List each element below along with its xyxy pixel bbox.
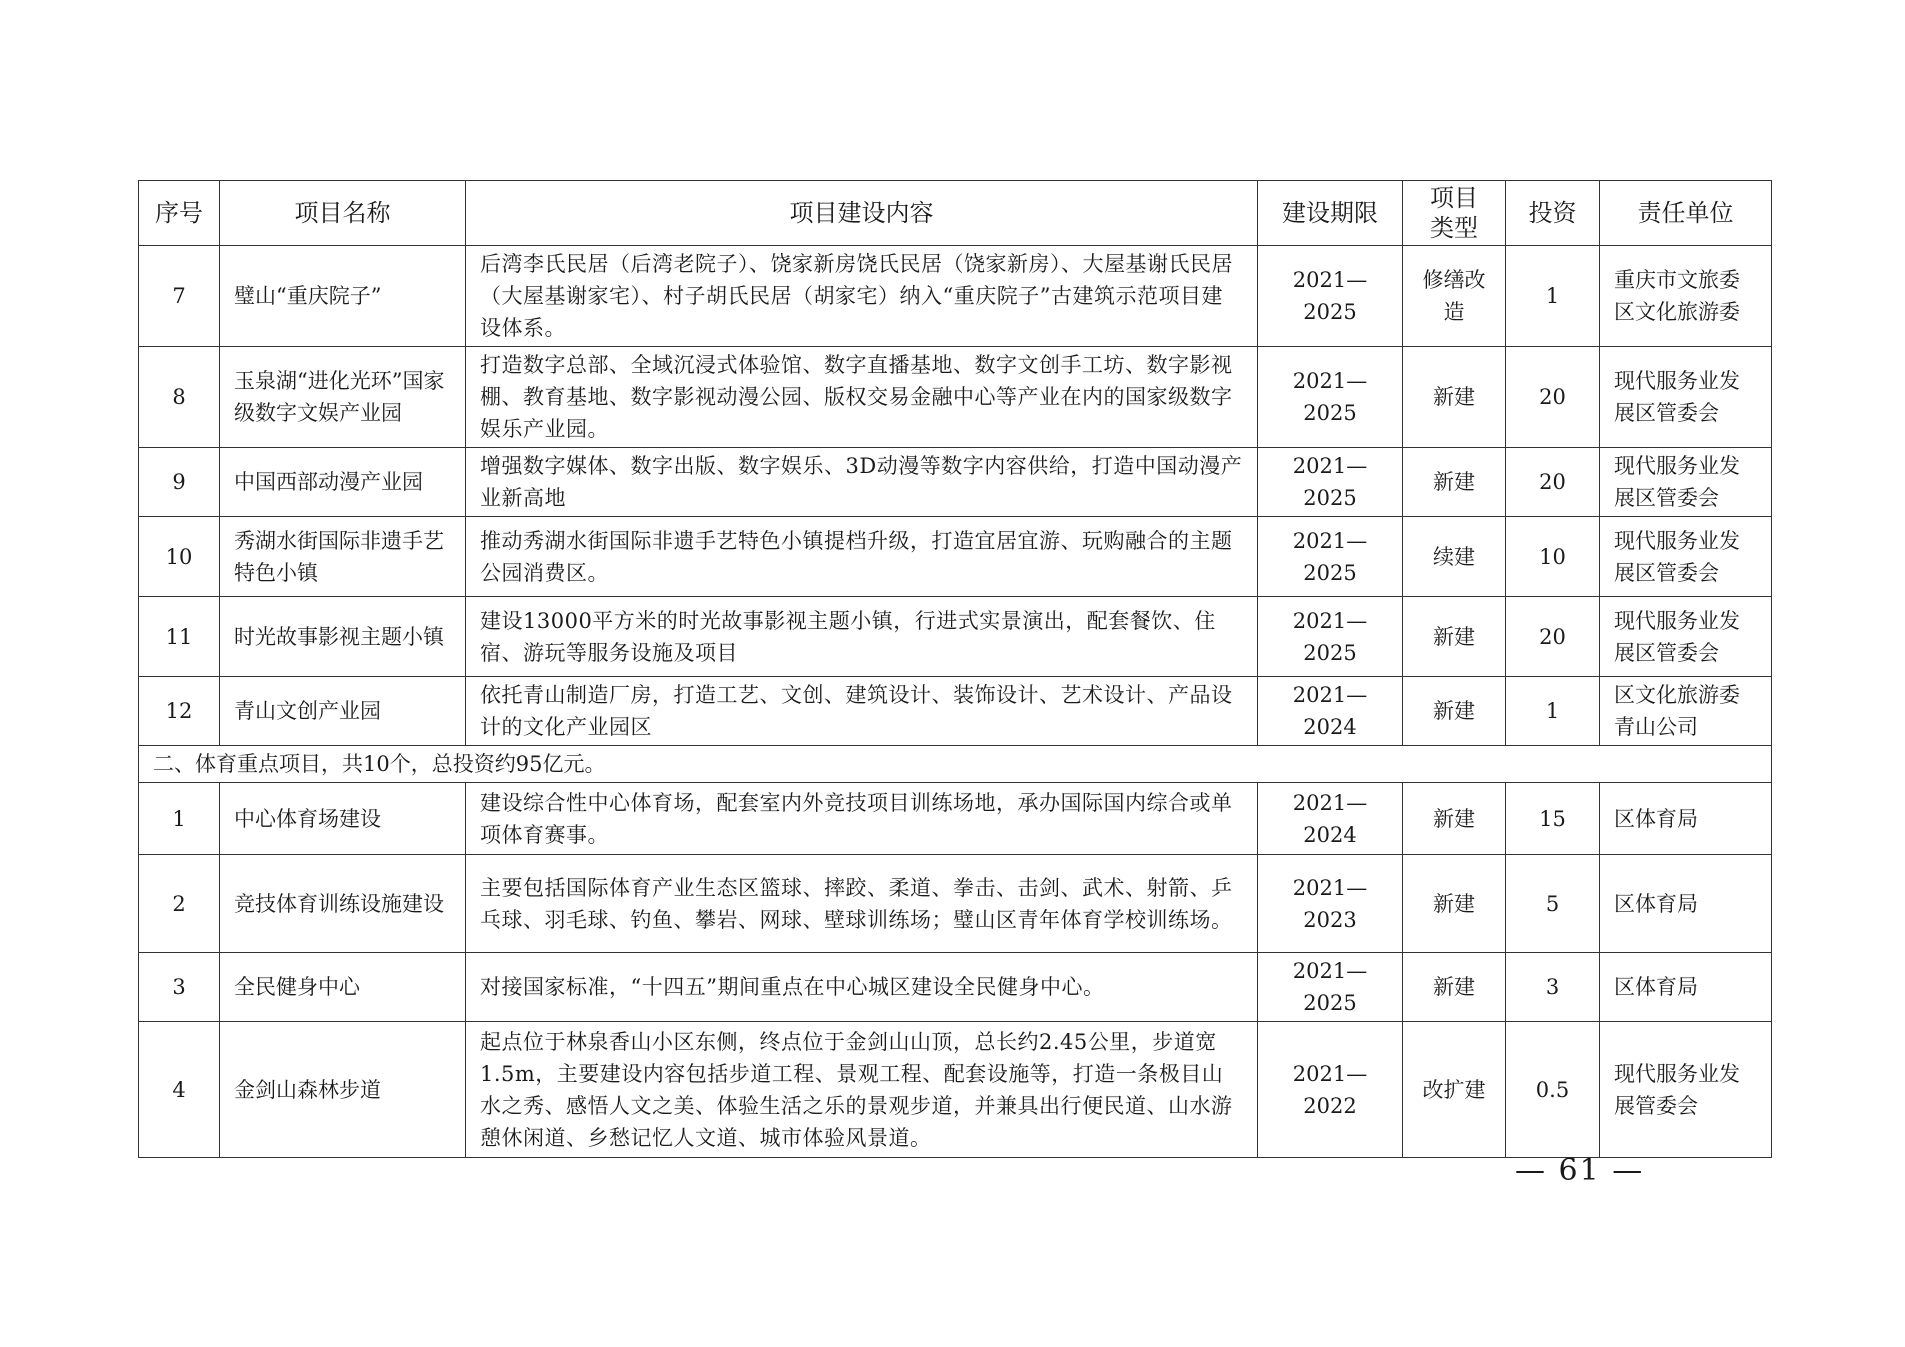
cell-unit: 现代服务业发展区管委会 <box>1600 448 1772 517</box>
cell-period: 2021—2025 <box>1258 246 1403 347</box>
cell-content: 打造数字总部、全域沉浸式体验馆、数字直播基地、数字文创手工坊、数字影视棚、教育基地、数字影视动漫公园、版权交易金融中心等产业在内的国家级数字娱乐产业园。 <box>466 347 1258 448</box>
header-name: 项目名称 <box>220 181 466 246</box>
cell-name: 全民健身中心 <box>220 953 466 1022</box>
section-row <box>139 746 1772 783</box>
table-row <box>139 597 1772 677</box>
cell-investment: 1 <box>1506 246 1600 347</box>
header-period: 建设期限 <box>1258 181 1403 246</box>
cell-period: 2021—2024 <box>1258 783 1403 855</box>
cell-content: 对接国家标准，“十四五”期间重点在中心城区建设全民健身中心。 <box>466 953 1258 1022</box>
table-row <box>139 347 1772 448</box>
cell-investment: 20 <box>1506 448 1600 517</box>
cell-content: 起点位于林泉香山小区东侧，终点位于金剑山山顶，总长约2.45公里，步道宽1.5m，主要建设内容包括步道工程、景观工程、配套设施等，打造一条极目山水之秀、感悟人文之美、体验生活之乐的景观步道，并兼具出行便民道、山水游憩休闲道、乡愁记忆人文道、城市体验风景道。 <box>466 1022 1258 1158</box>
table-row <box>139 855 1772 953</box>
cell-no: 8 <box>139 347 220 448</box>
cell-period: 2021—2025 <box>1258 448 1403 517</box>
cell-period: 2021—2024 <box>1258 677 1403 746</box>
cell-period: 2021—2023 <box>1258 855 1403 953</box>
header-investment: 投资 <box>1506 181 1600 246</box>
cell-no: 9 <box>139 448 220 517</box>
cell-content: 后湾李氏民居（后湾老院子）、饶家新房饶氏民居（饶家新房）、大屋基谢氏民居（大屋基谢家宅）、村子胡氏民居（胡家宅）纳入“重庆院子”古建筑示范项目建设体系。 <box>466 246 1258 347</box>
cell-period: 2021—2025 <box>1258 347 1403 448</box>
cell-type: 新建 <box>1403 347 1506 448</box>
cell-investment: 3 <box>1506 953 1600 1022</box>
cell-name: 中心体育场建设 <box>220 783 466 855</box>
cell-investment: 5 <box>1506 855 1600 953</box>
table-row <box>139 246 1772 347</box>
cell-name: 时光故事影视主题小镇 <box>220 597 466 677</box>
cell-unit: 区文化旅游委青山公司 <box>1600 677 1772 746</box>
cell-content: 依托青山制造厂房，打造工艺、文创、建筑设计、装饰设计、艺术设计、产品设计的文化产业园区 <box>466 677 1258 746</box>
cell-period: 2021—2022 <box>1258 1022 1403 1158</box>
cell-name: 璧山“重庆院子” <box>220 246 466 347</box>
cell-type: 改扩建 <box>1403 1022 1506 1158</box>
cell-content: 主要包括国际体育产业生态区篮球、摔跤、柔道、拳击、击剑、武术、射箭、乒乓球、羽毛球、钓鱼、攀岩、网球、壁球训练场；璧山区青年体育学校训练场。 <box>466 855 1258 953</box>
cell-name: 青山文创产业园 <box>220 677 466 746</box>
header-content: 项目建设内容 <box>466 181 1258 246</box>
cell-no: 3 <box>139 953 220 1022</box>
cell-unit: 现代服务业发展管委会 <box>1600 1022 1772 1158</box>
header-type: 项目类型 <box>1403 181 1506 246</box>
cell-type: 新建 <box>1403 448 1506 517</box>
cell-type: 续建 <box>1403 517 1506 597</box>
cell-content: 增强数字媒体、数字出版、数字娱乐、3D动漫等数字内容供给，打造中国动漫产业新高地 <box>466 448 1258 517</box>
cell-unit: 区体育局 <box>1600 953 1772 1022</box>
cell-no: 10 <box>139 517 220 597</box>
cell-type: 新建 <box>1403 953 1506 1022</box>
cell-unit: 现代服务业发展区管委会 <box>1600 347 1772 448</box>
cell-period: 2021—2025 <box>1258 953 1403 1022</box>
cell-investment: 20 <box>1506 597 1600 677</box>
header-unit: 责任单位 <box>1600 181 1772 246</box>
cell-no: 2 <box>139 855 220 953</box>
header-row <box>139 181 1772 246</box>
header-no: 序号 <box>139 181 220 246</box>
table-row <box>139 1022 1772 1158</box>
projects-table <box>138 180 1772 1158</box>
cell-investment: 1 <box>1506 677 1600 746</box>
cell-type: 新建 <box>1403 597 1506 677</box>
cell-investment: 10 <box>1506 517 1600 597</box>
cell-no: 12 <box>139 677 220 746</box>
cell-unit: 现代服务业发展区管委会 <box>1600 517 1772 597</box>
page-number: — 61 — <box>1515 1153 1645 1188</box>
cell-period: 2021—2025 <box>1258 597 1403 677</box>
cell-unit: 现代服务业发展区管委会 <box>1600 597 1772 677</box>
table-row <box>139 517 1772 597</box>
cell-investment: 15 <box>1506 783 1600 855</box>
cell-content: 建设13000平方米的时光故事影视主题小镇，行进式实景演出，配套餐饮、住宿、游玩等服务设施及项目 <box>466 597 1258 677</box>
cell-investment: 0.5 <box>1506 1022 1600 1158</box>
cell-unit: 区体育局 <box>1600 855 1772 953</box>
cell-content: 建设综合性中心体育场，配套室内外竞技项目训练场地，承办国际国内综合或单项体育赛事。 <box>466 783 1258 855</box>
cell-name: 中国西部动漫产业园 <box>220 448 466 517</box>
table-row <box>139 783 1772 855</box>
cell-investment: 20 <box>1506 347 1600 448</box>
cell-type: 新建 <box>1403 677 1506 746</box>
cell-name: 竞技体育训练设施建设 <box>220 855 466 953</box>
table-row <box>139 953 1772 1022</box>
cell-name: 秀湖水街国际非遗手艺特色小镇 <box>220 517 466 597</box>
cell-type: 新建 <box>1403 855 1506 953</box>
cell-content: 推动秀湖水街国际非遗手艺特色小镇提档升级，打造宜居宜游、玩购融合的主题公园消费区。 <box>466 517 1258 597</box>
table-row <box>139 448 1772 517</box>
cell-name: 金剑山森林步道 <box>220 1022 466 1158</box>
cell-type: 修缮改造 <box>1403 246 1506 347</box>
cell-type: 新建 <box>1403 783 1506 855</box>
section-heading: 二、体育重点项目，共10个，总投资约95亿元。 <box>139 746 1772 783</box>
table-row <box>139 677 1772 746</box>
cell-unit: 重庆市文旅委区文化旅游委 <box>1600 246 1772 347</box>
cell-name: 玉泉湖“进化光环”国家级数字文娱产业园 <box>220 347 466 448</box>
cell-no: 11 <box>139 597 220 677</box>
cell-no: 1 <box>139 783 220 855</box>
cell-no: 4 <box>139 1022 220 1158</box>
cell-period: 2021—2025 <box>1258 517 1403 597</box>
cell-no: 7 <box>139 246 220 347</box>
cell-unit: 区体育局 <box>1600 783 1772 855</box>
